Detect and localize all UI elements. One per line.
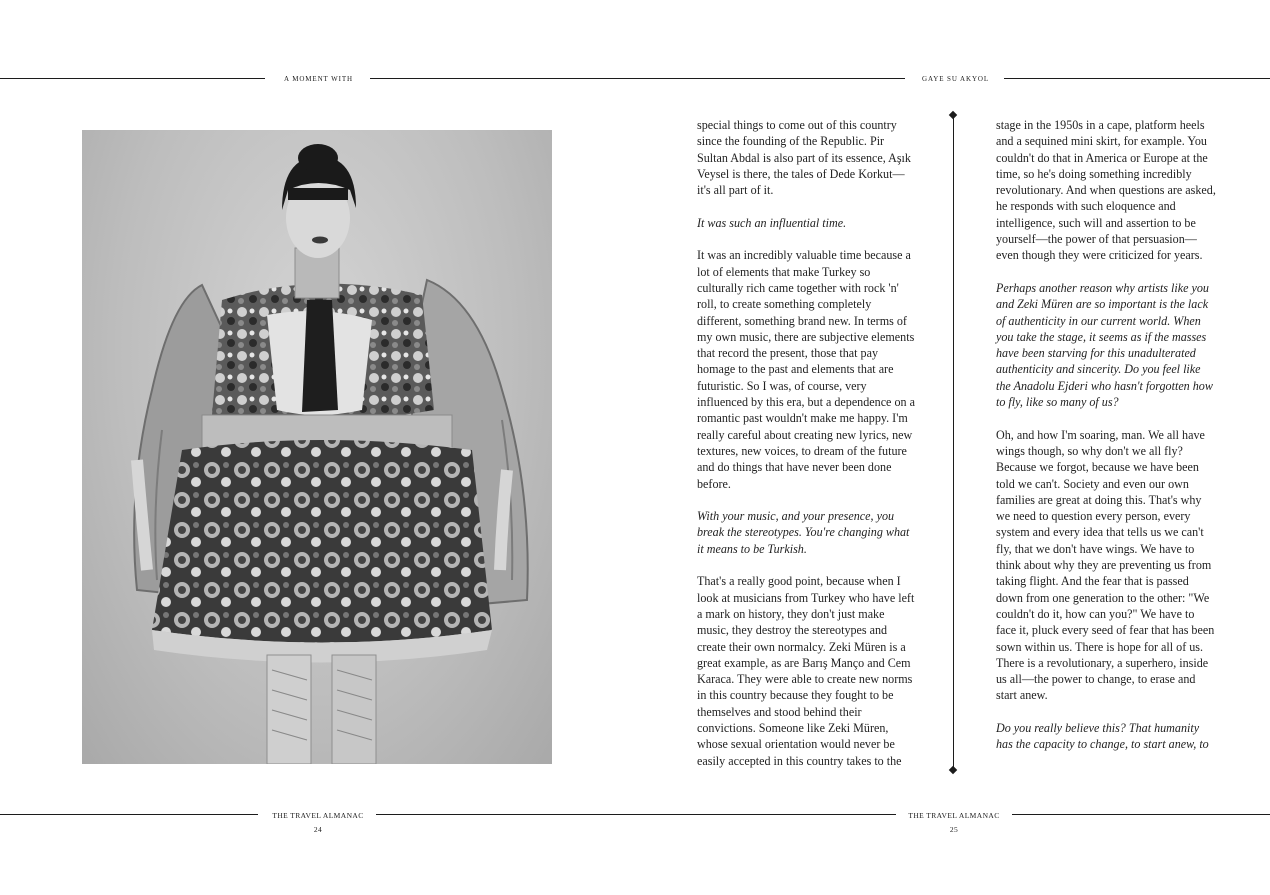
footer-rule-left-outer: [0, 814, 258, 815]
interview-question: Perhaps another reason why artists like you and Zeki Müren are so important is the lack of authenticity in our current world. When you take the stage, it seems as if the masses have been starving for this unadulterated authenticity and sincerity. Do you feel like the Anadolu Ejderi who hasn't forgotten how to fly, like so many of us?: [996, 280, 1213, 410]
portrait-figure-illustration: [82, 130, 552, 764]
running-head-left: A MOMENT WITH: [284, 75, 353, 83]
article-paragraph: It was an incredibly valuable time because a lot of elements that make Turkey so culturally rich came together with rock 'n' roll, to create something completely different, something brand new. In terms of my own music, there are subjective elements that record the present, those that pay homage to the past and elements that are futuristic. So I was, of course, very influenced by this era, but a dependence on a romantic past wouldn't make me happy. I'm really careful about creating new lyrics, new textures, new voices, to dream of the future and do things that have never been done before.: [697, 248, 915, 491]
footer-page-number-left: 24: [313, 825, 323, 834]
article-paragraph: stage in the 1950s in a cape, platform heels and a sequined mini skirt, for example. You couldn't do that in America or Europe at the time, so he's doing something incredibly revolutionary. And when questions are asked, he responds with such eloquence and intelligence, such will and assertion to be yourself—the power of that persuasion—even though they were criticized for years.: [996, 118, 1216, 263]
footer-rule-center: [376, 814, 896, 815]
header-rule-right-outer: [1004, 78, 1270, 79]
footer-publication-right: THE TRAVEL ALMANAC: [908, 811, 1000, 820]
footer-rule-right-outer: [1012, 814, 1270, 815]
interview-question: With your music, and your presence, you break the stereotypes. You're changing what it means to be Turkish.: [697, 509, 910, 556]
footer-publication-left: THE TRAVEL ALMANAC: [272, 811, 364, 820]
article-column-left: [697, 117, 917, 785]
running-head-right: GAYE SU AKYOL: [922, 75, 990, 83]
portrait-photo: [82, 130, 552, 764]
interview-question: It was such an influential time.: [697, 215, 847, 230]
article-column-right: [996, 117, 1216, 769]
article-paragraph: Oh, and how I'm soaring, man. We all have wings though, so why don't we all fly? Because we forgot, because we have been told we can't. Society and even our own families are great at doing this. That's why we need to question every person, every system and every idea that tells us we can't fly, that we don't have wings. We have to think about why they are preventing us from taking flight. And the fear that is passed down from one generation to the other: "We couldn't do it, how can you?" We have to face it, pluck every seed of fear that has been sown within us. There is hope for all of us. There is a revolutionary, a superhero, inside us all—the power to change, to erase and start anew.: [996, 427, 1215, 703]
article-paragraph: That's a really good point, because when I look at musicians from Turkey who have left a mark on history, they don't just make music, they destroy the stereotypes and create their own normalcy. Zeki Müren is a great example, as are Barış Manço and Cem Karaca. They were able to create new norms in this country because they fought to be themselves and stood behind their convictions. Someone like Zeki Müren, whose sexual orientation would never be easily accepted in this country takes to the: [697, 574, 915, 768]
header-rule-left-outer: [0, 78, 265, 79]
interview-question: Do you really believe this? That humanity has the capacity to change, to start anew, to: [996, 720, 1209, 752]
article-paragraph: special things to come out of this country since the founding of the Republic. Pir Sultan Abdal is also part of its essence, Aşık Veysel is there, the tales of Dede Korkut—it's all part of it.: [697, 118, 911, 198]
column-divider: [953, 116, 954, 770]
column-divider-bottom-ornament: [949, 766, 957, 774]
footer-page-number-right: 25: [949, 825, 959, 834]
header-rule-center: [370, 78, 905, 79]
